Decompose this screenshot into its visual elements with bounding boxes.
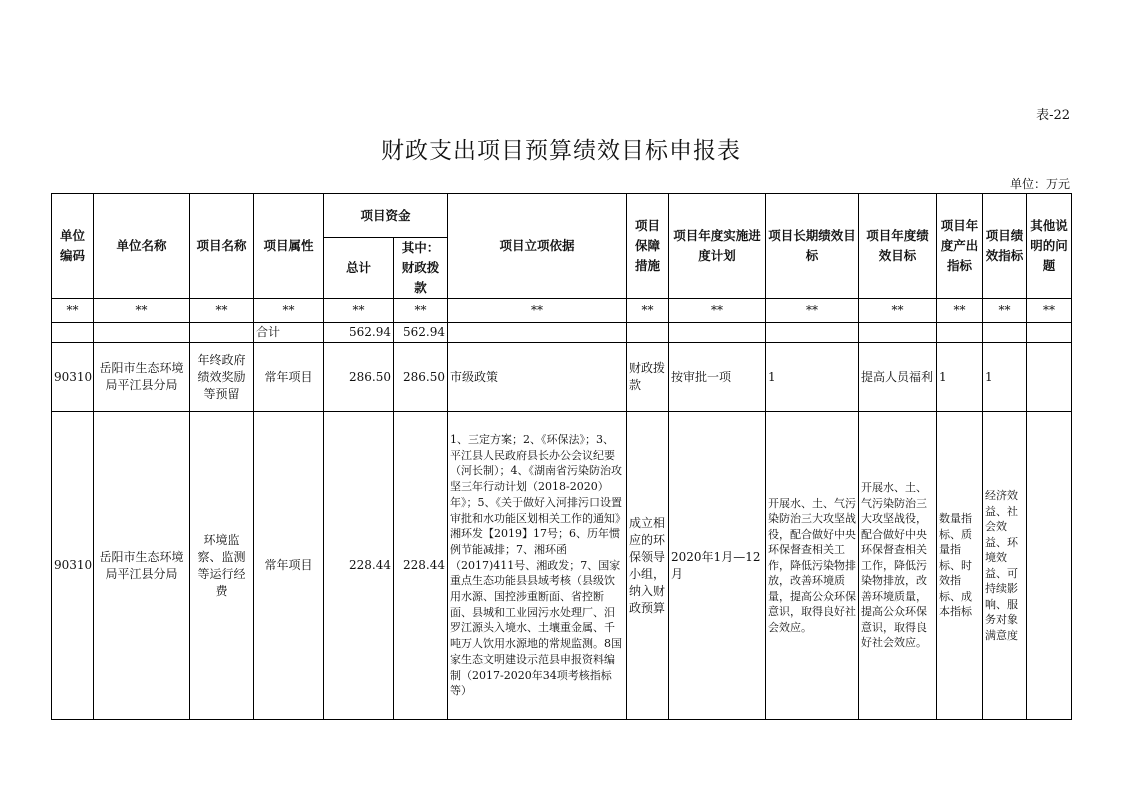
- project-name-cell: 环境监察、监测等运行经费: [190, 412, 254, 720]
- header-long-goal: 项目长期绩效目标: [766, 194, 859, 299]
- header-row: [52, 194, 1072, 238]
- total-cell: 228.44: [324, 412, 394, 720]
- unit-name-cell: 岳阳市生态环境局平江县分局: [94, 412, 190, 720]
- header-project-name: 项目名称: [190, 194, 254, 299]
- header-perf: 项目绩效指标: [983, 194, 1027, 299]
- perf-cell: 经济效益、社会效益、环境效益、可持续影响、服务对象满意度: [983, 412, 1027, 720]
- page-title: 财政支出项目预算绩效目标申报表: [381, 138, 741, 164]
- star-cell: **: [52, 299, 94, 323]
- unit-name-cell: 岳阳市生态环境局平江县分局: [94, 343, 190, 412]
- project-attr-cell: 常年项目: [254, 343, 324, 412]
- sum-label: 合计: [254, 323, 324, 343]
- header-other: 其他说明的问题: [1027, 194, 1072, 299]
- star-cell: **: [324, 299, 394, 323]
- star-cell: **: [627, 299, 669, 323]
- schedule-cell: 2020年1月—12月: [669, 412, 766, 720]
- header-funds: 项目资金: [324, 194, 448, 238]
- star-cell: **: [859, 299, 937, 323]
- star-cell: **: [394, 299, 448, 323]
- star-cell: **: [1027, 299, 1072, 323]
- header-project-attr: 项目属性: [254, 194, 324, 299]
- header-output: 项目年度产出指标: [937, 194, 983, 299]
- header-fiscal: 其中：财政拨款: [394, 238, 448, 299]
- long-goal-cell: 1: [766, 343, 859, 412]
- guarantee-cell: 成立相应的环保领导小组，纳入财政预算: [627, 412, 669, 720]
- sum-row: [52, 323, 1072, 343]
- long-goal-cell: 开展水、土、气污染防治三大攻坚战役，配合做好中央环保督查相关工作，降低污染物排放，改善环境质量，提高公众环保意识，取得良好社会效应。: [766, 412, 859, 720]
- star-cell: **: [448, 299, 627, 323]
- year-goal-cell: 开展水、土、气污染防治三大攻坚战役，配合做好中央环保督查相关工作，降低污染物排放，改善环境质量，提高公众环保意识，取得良好社会效应。: [859, 412, 937, 720]
- star-cell: **: [983, 299, 1027, 323]
- star-cell: **: [190, 299, 254, 323]
- schedule-cell: 按审批一项: [669, 343, 766, 412]
- guarantee-cell: 财政拨款: [627, 343, 669, 412]
- year-goal-cell: 提高人员福利: [859, 343, 937, 412]
- sum-fiscal: 562.94: [394, 323, 448, 343]
- star-cell: **: [94, 299, 190, 323]
- other-cell: [1027, 412, 1072, 720]
- header-unit-code: 单位编码: [52, 194, 94, 299]
- other-cell: [1027, 343, 1072, 412]
- star-cell: **: [766, 299, 859, 323]
- perf-cell: 1: [983, 343, 1027, 412]
- table-row: [52, 412, 1072, 720]
- star-cell: **: [254, 299, 324, 323]
- basis-cell: 市级政策: [448, 343, 627, 412]
- total-cell: 286.50: [324, 343, 394, 412]
- star-row: [52, 299, 1072, 323]
- unit-code-cell: 90310: [52, 343, 94, 412]
- header-unit-name: 单位名称: [94, 194, 190, 299]
- star-cell: **: [937, 299, 983, 323]
- output-cell: 1: [937, 343, 983, 412]
- budget-performance-table: [51, 193, 1072, 720]
- project-name-cell: 年终政府绩效奖励等预留: [190, 343, 254, 412]
- fiscal-cell: 228.44: [394, 412, 448, 720]
- header-schedule: 项目年度实施进度计划: [669, 194, 766, 299]
- table-number: 表-22: [1036, 108, 1070, 123]
- star-cell: **: [669, 299, 766, 323]
- fiscal-cell: 286.50: [394, 343, 448, 412]
- unit-code-cell: 90310: [52, 412, 94, 720]
- header-guarantee: 项目保障措施: [627, 194, 669, 299]
- unit-label: 单位：万元: [1009, 177, 1070, 191]
- output-cell: 数量指标、质量指标、时效指标、成本指标: [937, 412, 983, 720]
- header-basis: 项目立项依据: [448, 194, 627, 299]
- header-total: 总计: [324, 238, 394, 299]
- sum-total: 562.94: [324, 323, 394, 343]
- project-attr-cell: 常年项目: [254, 412, 324, 720]
- table-row: [52, 343, 1072, 412]
- header-year-goal: 项目年度绩效目标: [859, 194, 937, 299]
- basis-cell: 1、三定方案；2、《环保法》；3、平江县人民政府县长办公会议纪要（河长制）；4、《湖南省污染防治攻坚三年行动计划（2018-2020）年》；5、《关于做好入河排污口设置审批和水功能区划相关工作的通知》湘环发【2019】17号；6、历年惯例节能减排；7、湘环函（2017)411号、湘政发；7、国家重点生态功能县县域考核（县级饮用水源、国控涉重断面、省控断面、县城和工业园污水处理厂、汨罗江源头入境水、土壤重金属、千吨万人饮用水源地的常规监测。8国家生态文明建设示范县申报资料编制（2017-2020年34项考核指标等）: [448, 412, 627, 720]
